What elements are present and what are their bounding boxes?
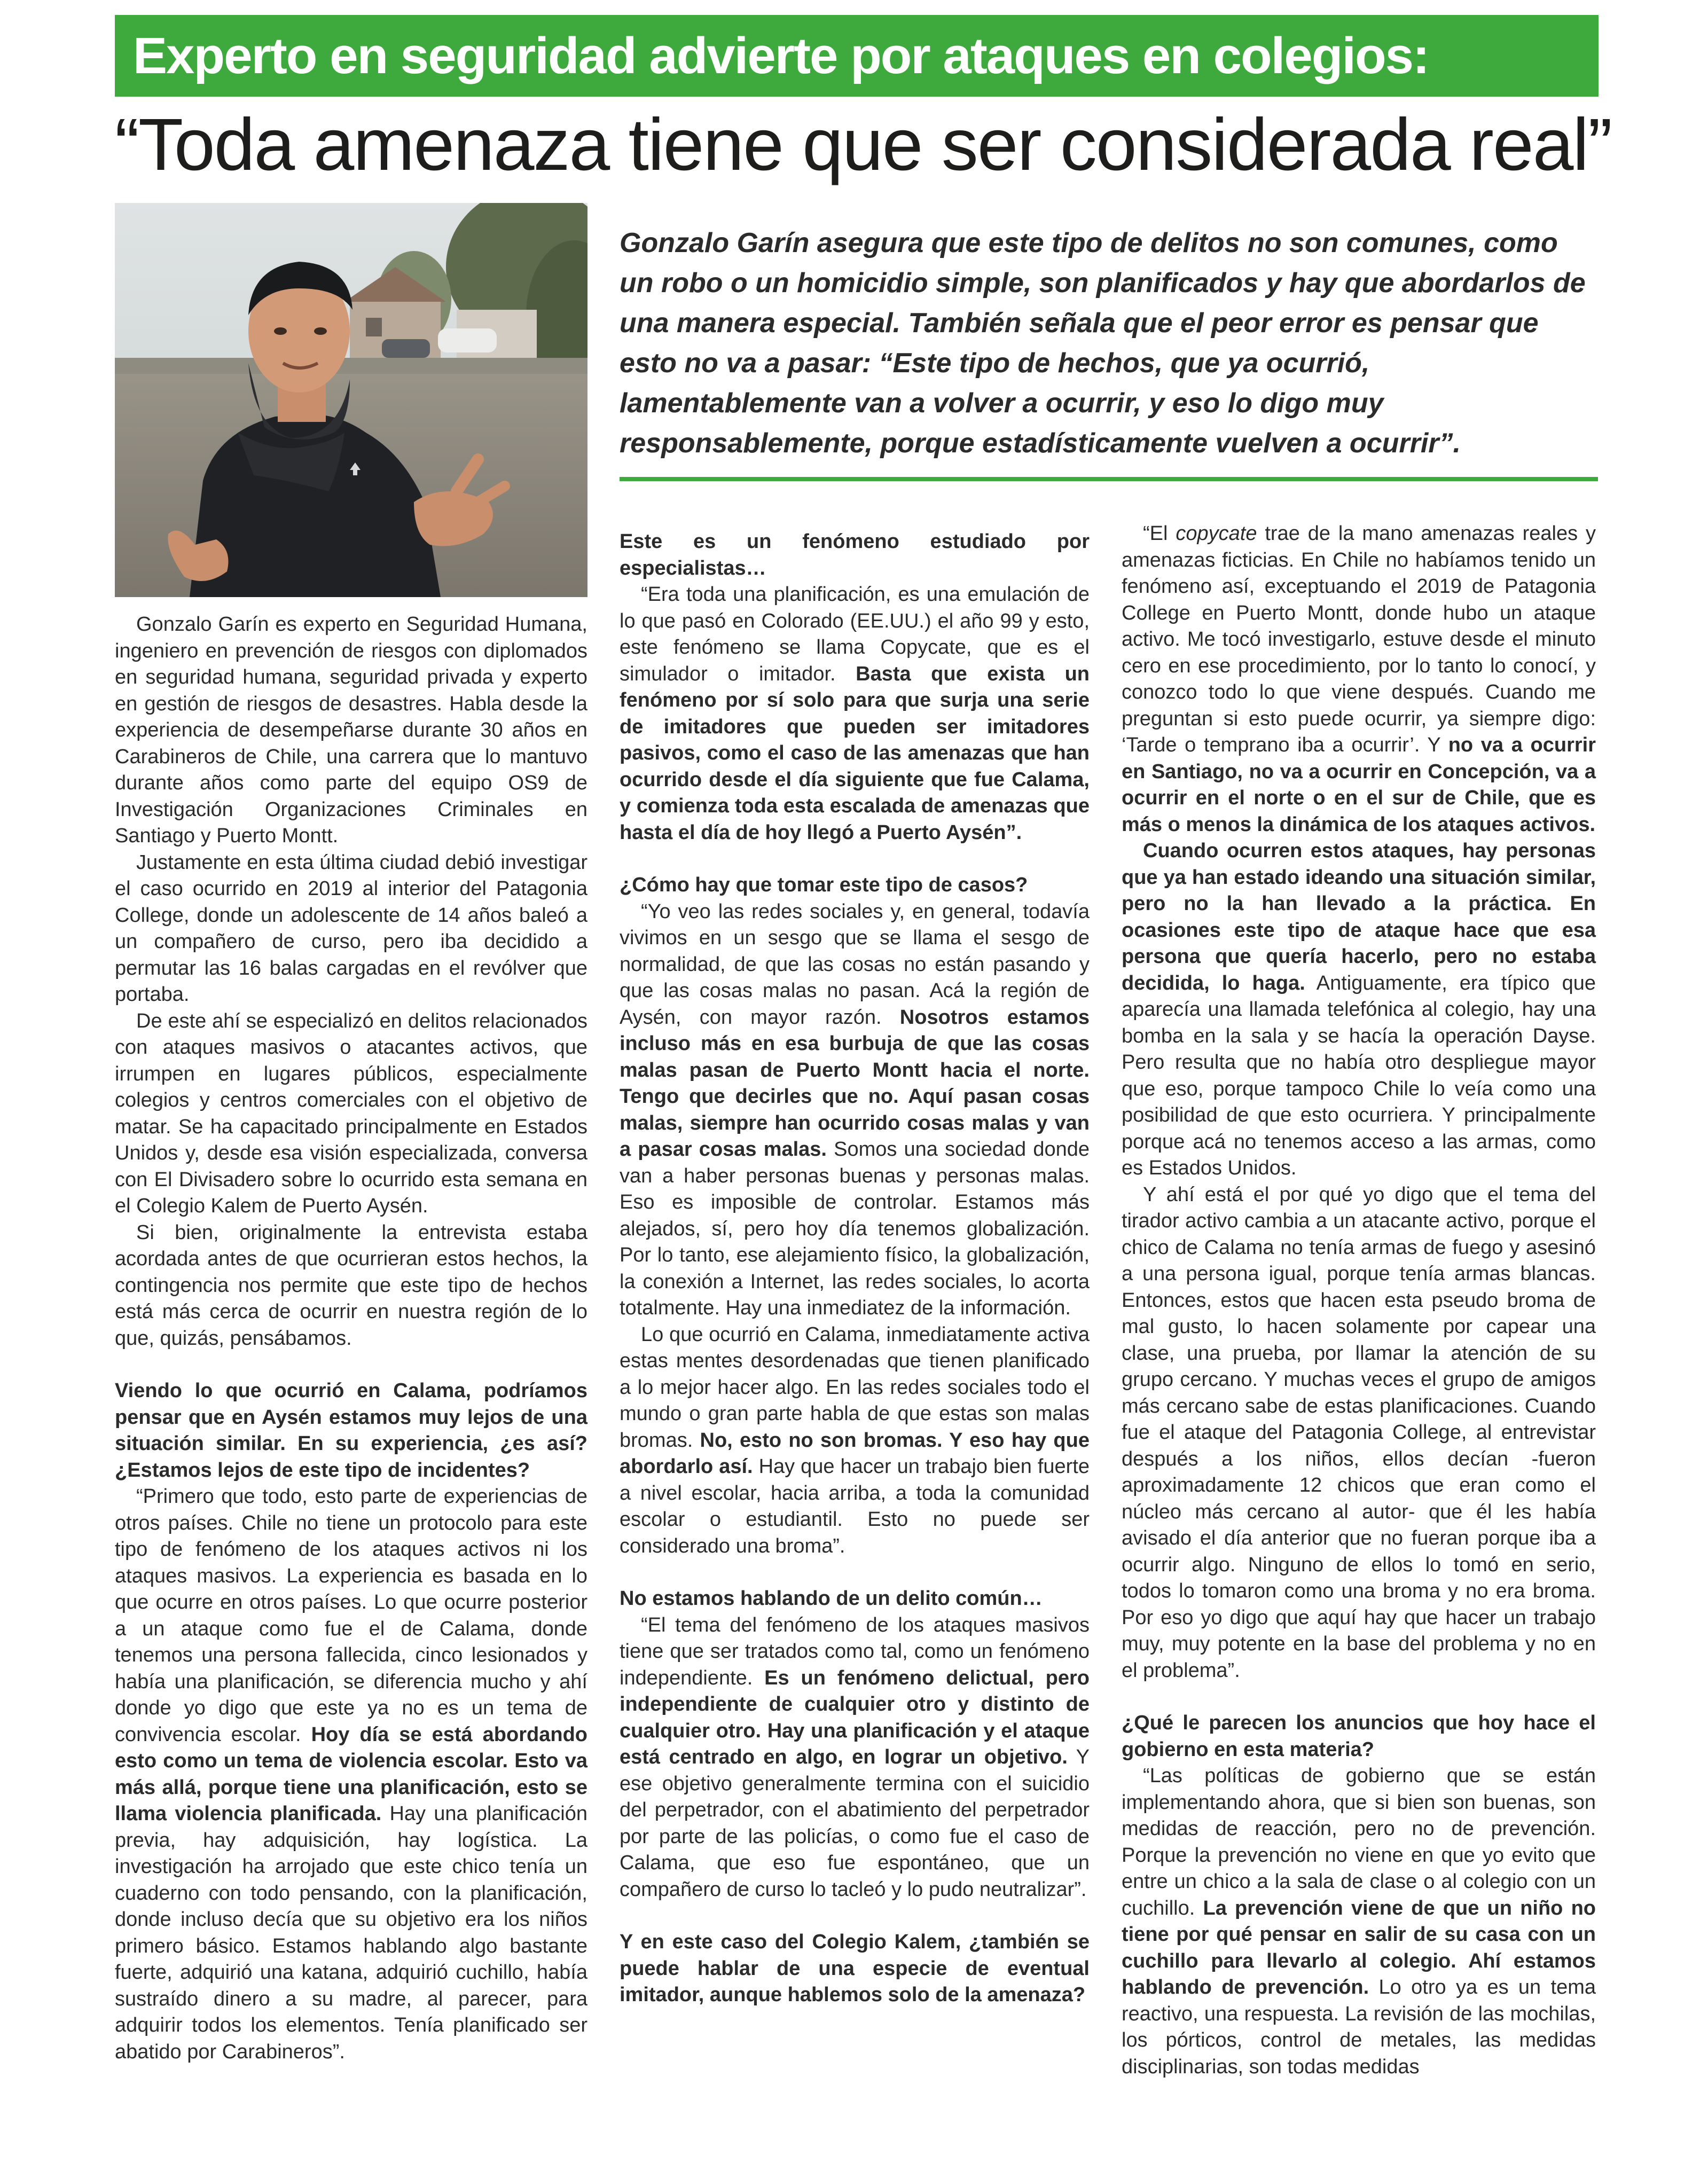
text-run: “El [1143,522,1176,545]
bold-text: Hoy día se está abordando esto como un tema de violencia escolar. Esto va más allá, porque tiene una planificación, esto se llama violencia planificada. [115,1723,588,1825]
bold-text: Basta que exista un fenómeno por sí solo para que surja una serie de imitadores que pueden ser imitadores pasivos, como el caso de las amenazas que han ocurrido desde el día siguiente que fue Calama, y comienza toda esta escalada de amenazas que hasta el día de hoy llegó a Puerto Aysén”. [620,662,1090,844]
interview-question: ¿Qué le parecen los anuncios que hoy hace el gobierno en esta materia? [1122,1712,1596,1761]
text-run: Hay una planificación previa, hay adquisición, hay logística. La investigación ha arrojado que este chico tenía un cuaderno con todo pensando, con la planificación, donde incluso decía que su objetivo era los niños primero básico. Estamos hablando algo bastante fuerte, adquirió una katana, adquirió cuchillo, había sustraído dinero a su madre, al parecer, para adquirir todos los elementos. Tenía planificado ser abatido por Carabineros”. [115,1802,587,2063]
text-run: Somos una sociedad donde van a haber personas buenas y personas malas. Eso es imposible de controlar. Estamos más alejados, sí, pero hoy día tenemos globalización. Por lo tanto, ese alejamiento físico, la globalización, la conexión a Internet, las redes sociales, lo acorta totalmente. Hay una inmediatez de la información. [620,1138,1090,1319]
paragraph: Si bien, originalmente la entrevista estaba acordada antes de que ocurrieran estos hechos, la contingencia nos permite que este tipo de hechos está más cerca de ocurrir en nuestra región de lo que, quizás, pensábamos. [115,1221,587,1350]
bold-text: Nosotros estamos incluso más en esa burbuja de que las cosas malas pasan de Puerto Montt hacia el norte. Tengo que decirles que no. Aquí pasan cosas malas, siempre han ocurrido cosas malas y van a pasar cosas malas. [620,1006,1090,1161]
text-run: “Primero que todo, esto parte de experiencias de otros países. Chile no tiene un protocolo para este tipo de fenómeno de los ataques activos ni los ataques masivos. La experiencia es basada en lo que ocurre en otros países. Lo que ocurre posterior a un ataque como fue el de Calama, donde tenemos una persona fallecida, cinco lesionados y había una planificación, se diferencia mucho y ahí donde yo digo que este ya no es un tema de convivencia escolar. [115,1485,587,1746]
bold-text: no va a ocurrir en Santiago, no va a ocurrir en Concepción, va a ocurrir en el norte o en el sur de Chile, que es más o menos la dinámica de los ataques activos. [1122,734,1596,836]
paragraph: Gonzalo Garín es experto en Seguridad Humana, ingeniero en prevención de riesgos con diplomados en seguridad humana, seguridad privada y experto en gestión de riesgos de desastres. Habla desde la experiencia de desempeñarse durante 30 años en Carabineros de Chile, una carrera que lo mantuvo durante años como parte del equipo OS9 de Investigación Organizaciones Criminales en Santiago y Puerto Montt. [115,613,587,847]
paragraph [620,899,1090,1322]
photo-of-man-icon [115,203,587,597]
text-run: “Las políticas de gobierno que se están implementando ahora, que si bien son buenas, son medidas de reacción, pero no de prevención. Porque la prevención no viene en que yo evito que entre un chico a la sala de clase o al colegio con un cuchillo. [1122,1765,1596,1919]
interview-question: Y en este caso del Colegio Kalem, ¿también se puede hablar de una especie de eventual imitador, aunque hablemos solo de la amenaza? [620,1931,1090,2006]
paragraph: Y ahí está el por qué yo digo que el tema del tirador activo cambia a un atacante activo, porque el chico de Calama no tenía armas de fuego y asesinó a una persona igual, porque tenía armas blancas. Entonces, estos que hacen esta pseudo broma de mal gusto, lo hacen solamente por capear una clase, una prueba, por llamar la atención de su grupo cercano. Y muchas veces el grupo de amigos más cercano sabe de estas planificaciones. Cuando fue el ataque del Patagonia College, al entrevistar después a los niños, ellos decían -fueron aproximadamente 12 chicos que eran como el núcleo más cercano al autor- que él les había avisado el día anterior que no fueran porque iba a ocurrir algo. Ninguno de ellos lo tomó en serio, todos lo tomaron como una broma y no era broma. Por eso yo digo que aquí hay que hacer un trabajo muy, muy potente en la base del problema y no en el problema”. [1122,1183,1596,1682]
bold-text: Cuando ocurren estos ataques, hay personas que ya han estado ideando una situación similar, pero no la han llevado a la práctica. En ocasiones este tipo de ataque hace que esa persona que quería hacerlo, pero no estaba decidida, lo haga. [1122,840,1596,994]
text-run: Y ese objetivo generalmente termina con el suicidio del perpetrador, con el abatimiento del perpetrador por parte de las policías, o como fue el caso de Calama, que eso fue espontáneo, que un compañero de curso lo tacleó y lo pudo neutralizar”. [620,1746,1090,1901]
lead-paragraph: Gonzalo Garín asegura que este tipo de delitos no son comunes, como un robo o un homicidio simple, son planificados y hay que abordarlos de una manera especial. También señala que el peor error es pensar que esto no va a pasar: “Este tipo de hechos, que ya ocurrió, lamentablemente van a volver a ocurrir, y eso lo digo muy responsablemente, porque estadísticamente vuelven a ocurrir”. [620,228,1586,459]
bold-text: La prevención viene de que un niño no tiene por qué pensar en salir de su casa con un cuchillo para llevarlo al colegio. Ahí estamos hablando de prevención. [1122,1896,1596,1998]
interview-question: ¿Cómo hay que tomar este tipo de casos? [620,874,1028,896]
interview-question: Este es un fenómeno estudiado por especialistas… [620,530,1090,579]
kicker-banner [115,15,1599,97]
text-run: Antiguamente, era típico que aparecía una llamada telefónica al colegio, hay una bomba en la sala y se hacía la operación Dayse. Pero resulta que no había otro despliegue mayor que eso, porque tampoco Chile lo veía como una posibilidad de que esto ocurriera. Y principalmente porque acá no tenemos acceso a las armas, como es Estados Unidos. [1122,971,1596,1179]
interview-question: Viendo lo que ocurrió en Calama, podríamos pensar que en Aysén estamos muy lejos de una situación similar. En su experiencia, ¿es así? ¿Estamos lejos de este tipo de incidentes? [115,1380,587,1482]
divider-rule [620,477,1598,481]
column-3 [1122,521,1596,2080]
column-2 [620,529,1090,2009]
paragraph: Justamente en esta última ciudad debió investigar el caso ocurrido en 2019 al interior del Patagonia College, donde un adolescente de 14 años baleó a un compañero de curso, pero iba decidido a permutar las 16 balas cargadas en el revólver que portaba. [115,851,587,1006]
paragraph [620,1612,1090,1903]
paragraph: De este ahí se especializó en delitos relacionados con ataques masivos o atacantes activos, que irrumpen en lugares públicos, especialmente colegios y centros comerciales con el objetivo de matar. Se ha capacitado principalmente en Estados Unidos y, desde esa visión especializada, conversa con El Divisadero sobre lo ocurrido esta semana en el Colegio Kalem de Puerto Aysén. [115,1009,587,1217]
paragraph [115,1484,587,2065]
text-run: Lo que ocurrió en Calama, inmediatamente activa estas mentes desordenadas que tienen planificado a lo mejor hacer algo. En las redes sociales todo el mundo o gran parte habla de que estas son malas bromas. [620,1323,1090,1452]
text-run: Hay que hacer un trabajo bien fuerte a nivel escolar, hacia arriba, a toda la comunidad escolar o estudiantil. Esto no puede ser considerado una broma”. [620,1455,1090,1557]
paragraph [1122,838,1596,1182]
paragraph [620,1322,1090,1560]
headline: “Toda amenaza tiene que ser considerada real” [115,104,1612,186]
text-run: “Era toda una planificación, es una emulación de lo que pasó en Colorado (EE.UU.) el año 99 y esto, este fenómeno se llama Copycate, que es el simulador o imitador. [620,583,1090,685]
paragraph [1122,1763,1596,2080]
italic-text: copycate [1176,522,1257,545]
kicker-text: Experto en seguridad advierte por ataques en colegios: [133,27,1429,84]
column-1 [115,612,587,2065]
paragraph [620,582,1090,846]
text-run: Lo otro ya es un tema reactivo, una respuesta. La revisión de las mochilas, los pórticos, control de metales, las medidas disciplinarias, son todas medidas [1122,1976,1596,2078]
text-run: “Yo veo las redes sociales y, en general, todavía vivimos en un sesgo que se llama el sesgo de normalidad, de que las cosas no están pasando y que las cosas malas no pasan. Acá la región de Aysén, con mayor razón. [620,900,1090,1029]
paragraph [1122,521,1596,838]
bold-text: No, esto no son bromas. Y eso hay que abordarlo así. [620,1429,1090,1478]
interview-question: No estamos hablando de un delito común… [620,1587,1043,1610]
text-run: “El tema del fenómeno de los ataques masivos tiene que ser tratados como tal, como un fenómeno independiente. [620,1613,1090,1689]
text-run: trae de la mano amenazas reales y amenazas ficticias. En Chile no habíamos tenido un fenómeno así, exceptuando el 2019 de Patagonia College en Puerto Montt, donde hubo un ataque activo. Me tocó investigarlo, estuve desde el minuto cero en ese procedimiento, por lo tanto lo conocí, y conozco todo lo que viene después. Cuando me preguntan si esto puede ocurrir, ya siempre digo: ‘Tarde o temprano iba a ocurrir’. Y [1122,522,1596,756]
bold-text: Es un fenómeno delictual, pero independiente de cualquier otro y distinto de cualquier otro. Hay una planificación y el ataque está centrado en algo, en lograr un objetivo. [620,1666,1090,1768]
